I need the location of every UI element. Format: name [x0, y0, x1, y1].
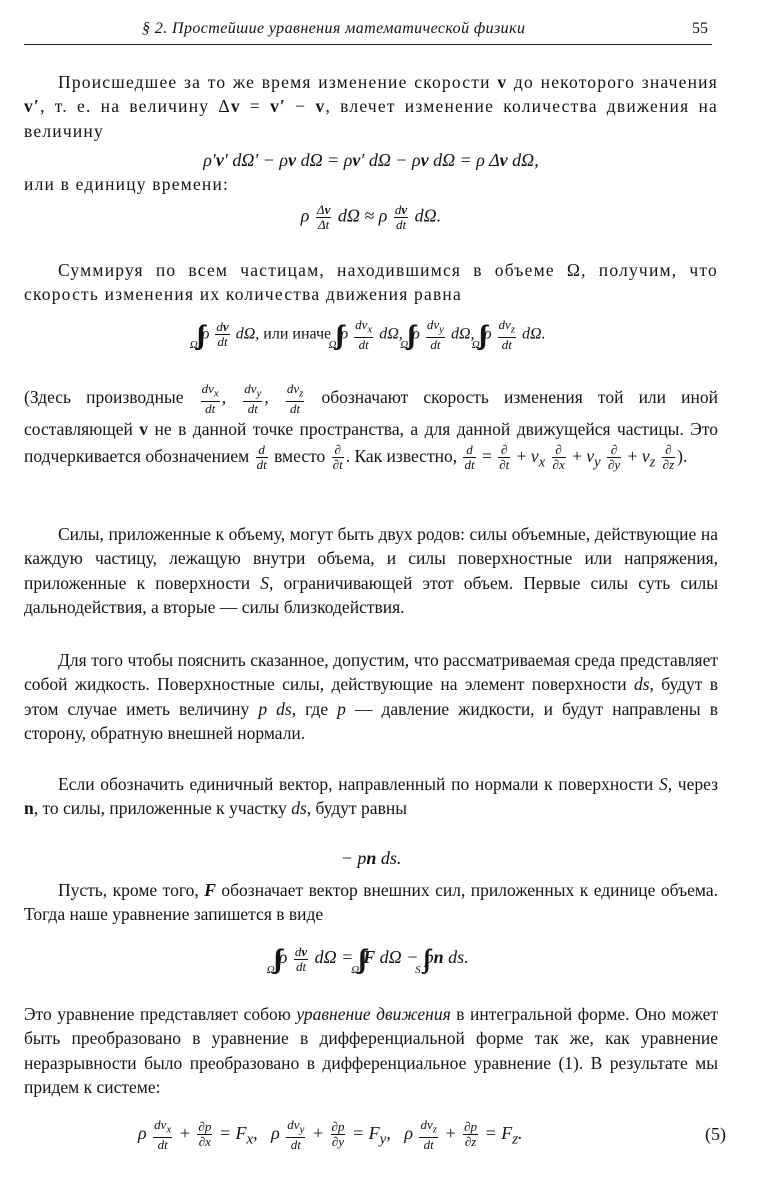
paragraph-8: Пусть, кроме того, F обозначает вектор внешних сил, приложенных к единице объема. Тогда наше уравнение запишется в виде	[24, 880, 718, 925]
paragraph-4: (Здесь производные $\frac{dv_x}{dt}$ , $\frac{dv_y}{dt}$ , $\frac{dv_z}{dt}$ обозначают скорость изменения той или иной составляющей v не в данной точке пространства, а для данной движущейся частицы. Это подчеркивается обозначением $\frac{d}{dt}$ вместо $\frac{\partial}{\partial t}$ . Как известно, $\frac{d}{dt}$ = $\frac{\partial}{\partial t}$ + $v_x$ $\frac{\partial}{\partial x}$ + $v_y$ $\frac{\partial}{\partial y}$ + $v_z$ $\frac{\partial}{\partial z}$ ).	[24, 381, 719, 473]
paragraph-2: или в единицу времени:	[24, 174, 230, 194]
running-title: § 2. Простейшие уравнения математической физики	[142, 20, 526, 37]
formula-integral-equation: $\int\int\int_\Omega\rho$ $\frac{dv}{dt}$ $d\Omega = \int\int\int_\Omega F$ $d\Omega - \int\int_Spn$ ds.	[266, 943, 469, 977]
formula-momentum-change: ρ′v′ dΩ′ − ρv dΩ = ρv′ dΩ − ρv dΩ = ρ Δv dΩ,	[203, 150, 539, 170]
paragraph-5: Силы, приложенные к объему, могут быть двух родов: силы объемные, действующие на каждую частицу, лежащую внутри объема, и силы поверхностные или напряжения, приложенные к поверхности S, ограничивающей этот объем. Первые силы суть силы дальнодействия, а вторые — силы близкодействия.	[24, 524, 718, 618]
formula-integrals: $\int\int\int_\Omega\rho$ $\frac{dv}{dt}$ dΩ, или иначе $\int\int\int_\Omega\rho$ $\frac{dv_x}{dt}$ dΩ, $\int\int\int_\Omega\rho$ $\frac{dv_y}{dt}$ dΩ, $\int\int\int_\Omega\rho$ $\frac{dv_z}{dt}$ dΩ.	[189, 317, 546, 352]
paragraph-1: Происшедшее за то же время изменение скорости v до некоторого значения v′, т. е. на величину Δv = v′ − v, влечет изменение количества движения на величину	[24, 72, 719, 141]
formula-rate: ρ $\frac{\Delta v}{\Delta t}$ dΩ ≈ ρ $\frac{dv}{dt}$ dΩ.	[300, 202, 442, 232]
paragraph-7: Если обозначить единичный вектор, направленный по нормали к поверхности S, через n, то силы, приложенные к участку ds, будут равны	[24, 774, 718, 819]
paragraph-6: Для того чтобы пояснить сказанное, допустим, что рассматриваемая среда представляет собой жидкость. Поверхностные силы, действующие на элемент поверхности ds, будут в этом случае иметь величину p ds, где p — давление жидкости, и будут направлены в сторону, обратную внешней нормали.	[24, 650, 718, 744]
paragraph-3: Суммируя по всем частицам, находившимся в объеме Ω, получим, что скорость изменения их количества движения равна	[24, 260, 718, 305]
equation-number: (5)	[705, 1124, 726, 1144]
formula-system: ρ $\frac{dv_x}{dt}$ + $\frac{\partial p}{\partial x}$ = $F_x$, ρ $\frac{dv_y}{dt}$ + $\frac{\partial p}{\partial y}$ = $F_y$, ρ $\frac{dv_z}{dt}$ + $\frac{\partial p}{\partial z}$ = $F_z$.	[138, 1117, 523, 1152]
page-number: 55	[692, 20, 708, 37]
formula-surface-force: − pn ds.	[340, 848, 402, 868]
running-header	[24, 16, 712, 45]
paragraph-9: Это уравнение представляет собою уравнение движения в интегральной форме. Оно может быть преобразовано в уравнение в дифференциальной форме так же, как уравнение неразрывности было преобразовано в дифференциальное уравнение (1). В результате мы придем к системе:	[24, 1004, 718, 1098]
